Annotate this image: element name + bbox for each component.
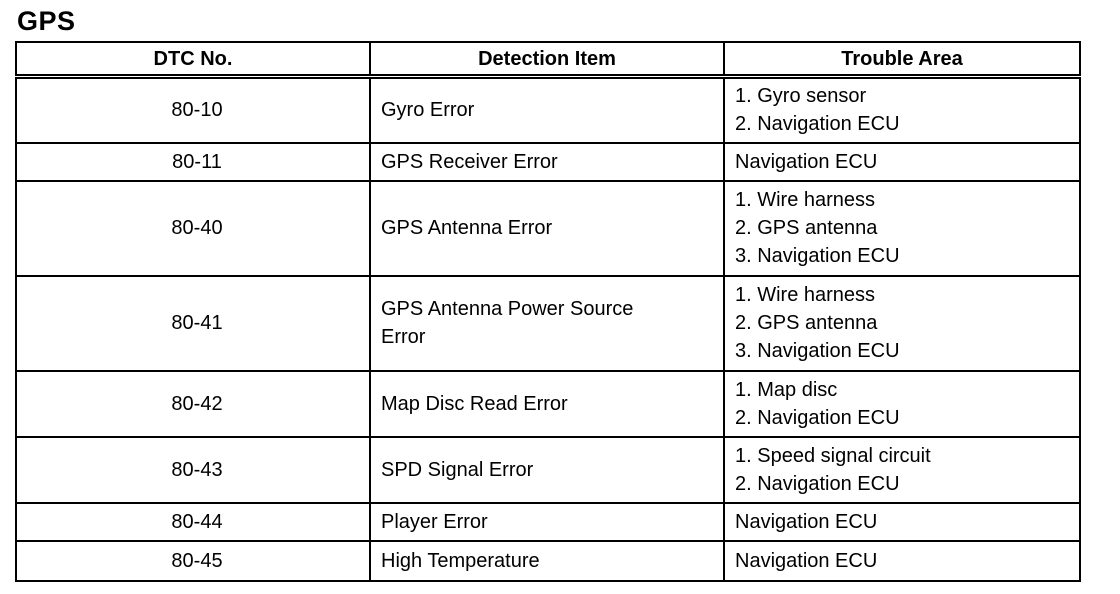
trouble-area-text: 2. GPS antenna bbox=[735, 312, 878, 334]
dtc-code-cell: 80-44 bbox=[16, 503, 370, 541]
dtc-table bbox=[15, 41, 1081, 582]
detection-item-text: Map Disc Read Error bbox=[381, 392, 568, 415]
dtc-code-cell: 80-11 bbox=[16, 143, 370, 181]
trouble-area-cell bbox=[724, 77, 1080, 143]
trouble-area-cell bbox=[724, 503, 1080, 541]
trouble-area-text: 1. Wire harness bbox=[735, 189, 876, 211]
trouble-area-text: 1. Speed signal circuit bbox=[735, 444, 931, 467]
detection-item-text: Gyro Error bbox=[381, 99, 475, 122]
dtc-code-cell: 80-41 bbox=[16, 276, 370, 371]
trouble-area-text: Navigation ECU bbox=[735, 549, 878, 572]
detection-item-cell bbox=[370, 143, 724, 181]
detection-item-cell bbox=[370, 541, 724, 581]
dtc-code-cell: 80-40 bbox=[16, 181, 370, 276]
trouble-area-cell bbox=[724, 143, 1080, 181]
table-body bbox=[16, 77, 1080, 581]
column-header-trouble-area: Trouble Area bbox=[724, 42, 1080, 77]
trouble-area-cell bbox=[724, 437, 1080, 503]
table-header-row bbox=[16, 42, 1080, 77]
table-row bbox=[16, 437, 1080, 503]
trouble-area-cell bbox=[724, 371, 1080, 437]
column-header-detection-item: Detection Item bbox=[370, 42, 724, 77]
detection-item-text: GPS Antenna Error bbox=[381, 217, 553, 239]
detection-item-text: Error bbox=[381, 326, 426, 348]
section-title: GPS bbox=[17, 6, 76, 36]
trouble-area-text: 1. Gyro sensor bbox=[735, 85, 867, 108]
detection-item-text: High Temperature bbox=[381, 549, 540, 572]
trouble-area-text: 2. Navigation ECU bbox=[735, 113, 900, 136]
dtc-code-cell: 80-45 bbox=[16, 541, 370, 581]
trouble-area-text: 1. Map disc bbox=[735, 378, 838, 401]
trouble-area-text: Navigation ECU bbox=[735, 510, 878, 533]
table-row bbox=[16, 503, 1080, 541]
detection-item-cell bbox=[370, 371, 724, 437]
detection-item-text: GPS Receiver Error bbox=[381, 150, 558, 173]
trouble-area-cell bbox=[724, 276, 1080, 371]
detection-item-text: Player Error bbox=[381, 510, 488, 533]
trouble-area-text: 3. Navigation ECU bbox=[735, 340, 900, 362]
table-row bbox=[16, 143, 1080, 181]
trouble-area-text: 3. Navigation ECU bbox=[735, 245, 900, 267]
table-row bbox=[16, 181, 1080, 276]
trouble-area-text: 2. Navigation ECU bbox=[735, 472, 900, 495]
table-row bbox=[16, 371, 1080, 437]
detection-item-text: SPD Signal Error bbox=[381, 458, 534, 481]
detection-item-cell bbox=[370, 437, 724, 503]
trouble-area-text: 2. GPS antenna bbox=[735, 217, 878, 239]
table-row bbox=[16, 276, 1080, 371]
table-row bbox=[16, 541, 1080, 581]
detection-item-cell bbox=[370, 276, 724, 371]
trouble-area-cell bbox=[724, 541, 1080, 581]
trouble-area-text: 1. Wire harness bbox=[735, 284, 876, 306]
trouble-area-text: Navigation ECU bbox=[735, 150, 878, 173]
dtc-code-cell: 80-10 bbox=[16, 77, 370, 143]
dtc-code-cell: 80-43 bbox=[16, 437, 370, 503]
detection-item-cell bbox=[370, 503, 724, 541]
trouble-area-text: 2. Navigation ECU bbox=[735, 406, 900, 429]
detection-item-cell bbox=[370, 181, 724, 276]
detection-item-cell bbox=[370, 77, 724, 143]
column-header-dtc-no: DTC No. bbox=[16, 42, 370, 77]
dtc-code-cell: 80-42 bbox=[16, 371, 370, 437]
table-row bbox=[16, 77, 1080, 143]
detection-item-text: GPS Antenna Power Source bbox=[381, 298, 634, 320]
trouble-area-cell bbox=[724, 181, 1080, 276]
